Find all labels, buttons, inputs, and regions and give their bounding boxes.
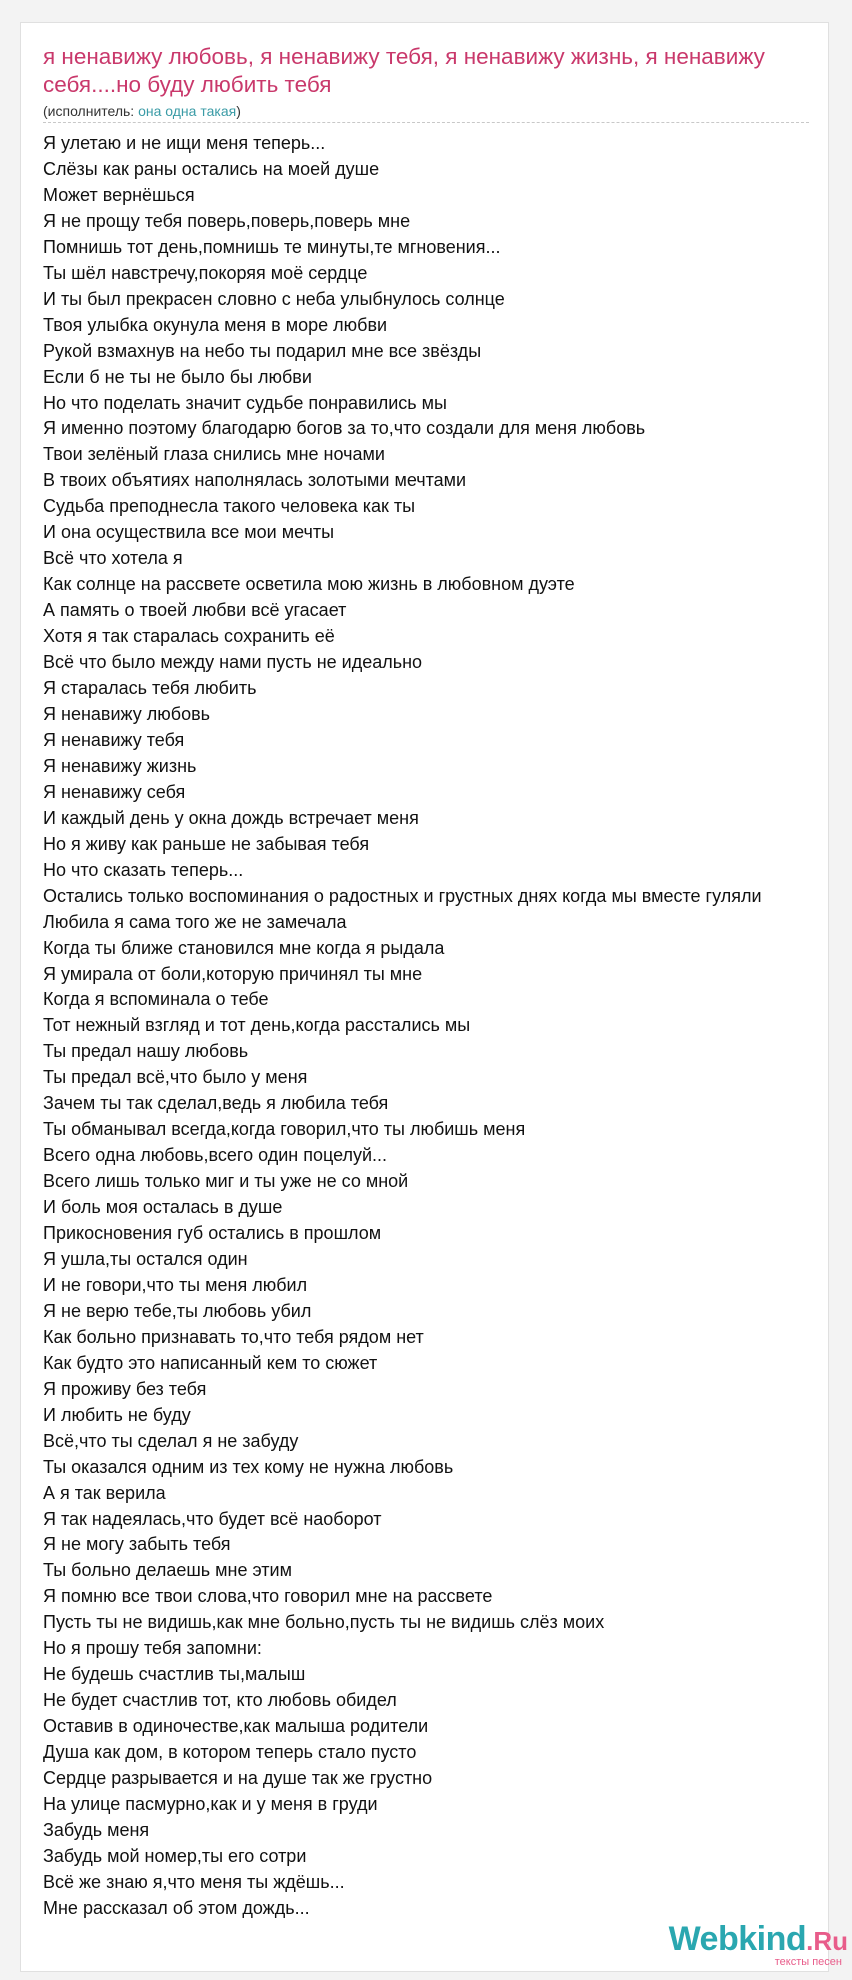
lyric-line: Как больно признавать то,что тебя рядом нет <box>43 1326 424 1347</box>
lyric-line: И не говори,что ты меня любил <box>43 1274 308 1295</box>
lyric-line: Но я живу как раньше не забывая тебя <box>43 833 370 854</box>
lyric-line: Я так надеялась,что будет всё наоборот <box>43 1508 382 1529</box>
lyric-line: И она осуществила все мои мечты <box>43 522 335 543</box>
lyric-line: Когда я вспоминала о тебе <box>43 989 269 1010</box>
song-title: я ненавижу любовь, я ненавижу тебя, я ненавижу жизнь, я ненавижу себя....но буду любить тебя <box>43 44 765 97</box>
lyric-line: Ты больно делаешь мне этим <box>43 1560 292 1581</box>
lyric-line: Всё что хотела я <box>43 548 183 569</box>
lyric-line: И боль моя осталась в душе <box>43 1197 283 1218</box>
lyric-line: Рукой взмахнув на небо ты подарил мне все звёзды <box>43 340 482 361</box>
lyric-line: Любила я сама того же не замечала <box>43 911 347 932</box>
lyric-line: Я улетаю и не ищи меня теперь... <box>43 133 326 153</box>
lyric-line: Ты предал всё,что было у меня <box>43 1067 308 1088</box>
lyric-line: Не будешь счастлив ты,малыш <box>43 1664 306 1685</box>
artist-line <box>43 102 241 120</box>
lyric-line: Помнишь тот день,помнишь те минуты,те мгновения... <box>43 236 501 257</box>
lyric-line: Не будет счастлив тот, кто любовь обидел <box>43 1690 397 1711</box>
lyric-line: Душа как дом, в котором теперь стало пусто <box>43 1742 417 1763</box>
lyrics-text <box>43 131 829 1922</box>
dashed-divider <box>43 122 809 123</box>
artist-prefix: (исполнитель: <box>43 103 139 119</box>
lyric-line: Я помню все твои слова,что говорил мне на рассвете <box>43 1586 493 1607</box>
lyric-line: Я ненавижу тебя <box>43 729 185 750</box>
lyric-line: Слёзы как раны остались на моей душе <box>43 158 380 179</box>
lyric-line: Всё же знаю я,что меня ты ждёшь... <box>43 1871 345 1892</box>
watermark-tld: .Ru <box>806 1926 848 1956</box>
lyric-line: Ты шёл навстречу,покоряя моё сердце <box>43 262 368 283</box>
lyric-line: Ты оказался одним из тех кому не нужна любовь <box>43 1456 454 1477</box>
artist-link[interactable]: она одна такая <box>138 103 237 119</box>
lyric-line: Забудь мой номер,ты его сотри <box>43 1845 307 1866</box>
lyric-line: Всего лишь только миг и ты уже не со мной <box>43 1171 409 1192</box>
lyric-line: Я не верю тебе,ты любовь убил <box>43 1300 312 1321</box>
lyric-line: Но что сказать теперь... <box>43 859 244 880</box>
lyric-line: Ты обманывал всегда,когда говорил,что ты любишь меня <box>43 1119 526 1140</box>
lyric-line: Всего одна любовь,всего один поцелуй... <box>43 1145 388 1166</box>
lyric-line: Забудь меня <box>43 1819 150 1840</box>
watermark-tagline: тексты песен <box>774 1956 842 1968</box>
lyric-line: Я не могу забыть тебя <box>43 1534 231 1555</box>
lyric-line: Я именно поэтому благодарю богов за то,что создали для меня любовь <box>43 418 646 439</box>
lyric-line: Остались только воспоминания о радостных и грустных днях когда мы вместе гуляли <box>43 885 762 906</box>
lyric-line: Когда ты ближе становился мне когда я рыдала <box>43 937 445 958</box>
lyric-line: Зачем ты так сделал,ведь я любила тебя <box>43 1093 389 1114</box>
lyric-line: Ты предал нашу любовь <box>43 1041 249 1062</box>
lyric-line: Тот нежный взгляд и тот день,когда расстались мы <box>43 1015 471 1036</box>
lyric-line: Может вернёшься <box>43 184 195 205</box>
lyric-line: Я ненавижу любовь <box>43 703 211 724</box>
lyric-line: Я ненавижу жизнь <box>43 755 197 776</box>
lyric-line: Я ненавижу себя <box>43 781 186 802</box>
lyric-line: А память о твоей любви всё угасает <box>43 600 347 621</box>
lyric-line: И каждый день у окна дождь встречает меня <box>43 807 419 828</box>
lyric-line: Сердце разрывается и на душе так же грустно <box>43 1768 433 1789</box>
lyric-line: Судьба преподнесла такого человека как ты <box>43 496 416 517</box>
lyric-line: Твои зелёный глаза снились мне ночами <box>43 444 385 465</box>
lyric-line: А я так верила <box>43 1482 166 1503</box>
lyric-line: Оставив в одиночестве,как малыша родители <box>43 1716 429 1737</box>
lyric-line: В твоих объятиях наполнялась золотыми мечтами <box>43 470 467 491</box>
lyric-line: Как солнце на рассвете осветила мою жизнь в любовном дуэте <box>43 574 575 595</box>
lyric-line: Если б не ты не было бы любви <box>43 366 312 387</box>
lyrics-card <box>20 22 829 1972</box>
lyric-line: Но что поделать значит судьбе понравились мы <box>43 392 447 413</box>
lyric-line: Как будто это написанный кем то сюжет <box>43 1352 378 1373</box>
lyric-line: Всё,что ты сделал я не забуду <box>43 1430 299 1451</box>
lyric-line: Прикосновения губ остались в прошлом <box>43 1223 382 1244</box>
lyric-line: И любить не буду <box>43 1404 191 1425</box>
lyric-line: Но я прошу тебя запомни: <box>43 1638 262 1659</box>
webkind-watermark <box>669 1922 848 1968</box>
lyric-line: Я не прощу тебя поверь,поверь,поверь мне <box>43 210 411 231</box>
lyric-line: Хотя я так старалась сохранить её <box>43 626 335 647</box>
lyric-line: На улице пасмурно,как и у меня в груди <box>43 1794 378 1814</box>
lyric-line: Я старалась тебя любить <box>43 678 257 699</box>
lyric-line: И ты был прекрасен словно с неба улыбнулось солнце <box>43 288 505 309</box>
lyric-line: Всё что было между нами пусть не идеально <box>43 652 423 673</box>
artist-suffix: ) <box>236 103 241 119</box>
lyric-line: Я проживу без тебя <box>43 1378 207 1399</box>
lyric-line: Твоя улыбка окунула меня в море любви <box>43 314 388 335</box>
lyric-line: Пусть ты не видишь,как мне больно,пусть ты не видишь слёз моих <box>43 1612 605 1633</box>
lyric-line: Мне рассказал об этом дождь... <box>43 1897 310 1918</box>
lyric-line: Я ушла,ты остался один <box>43 1248 248 1269</box>
watermark-brand: Webkind <box>668 1920 807 1958</box>
lyric-line: Я умирала от боли,которую причинял ты мне <box>43 963 423 984</box>
